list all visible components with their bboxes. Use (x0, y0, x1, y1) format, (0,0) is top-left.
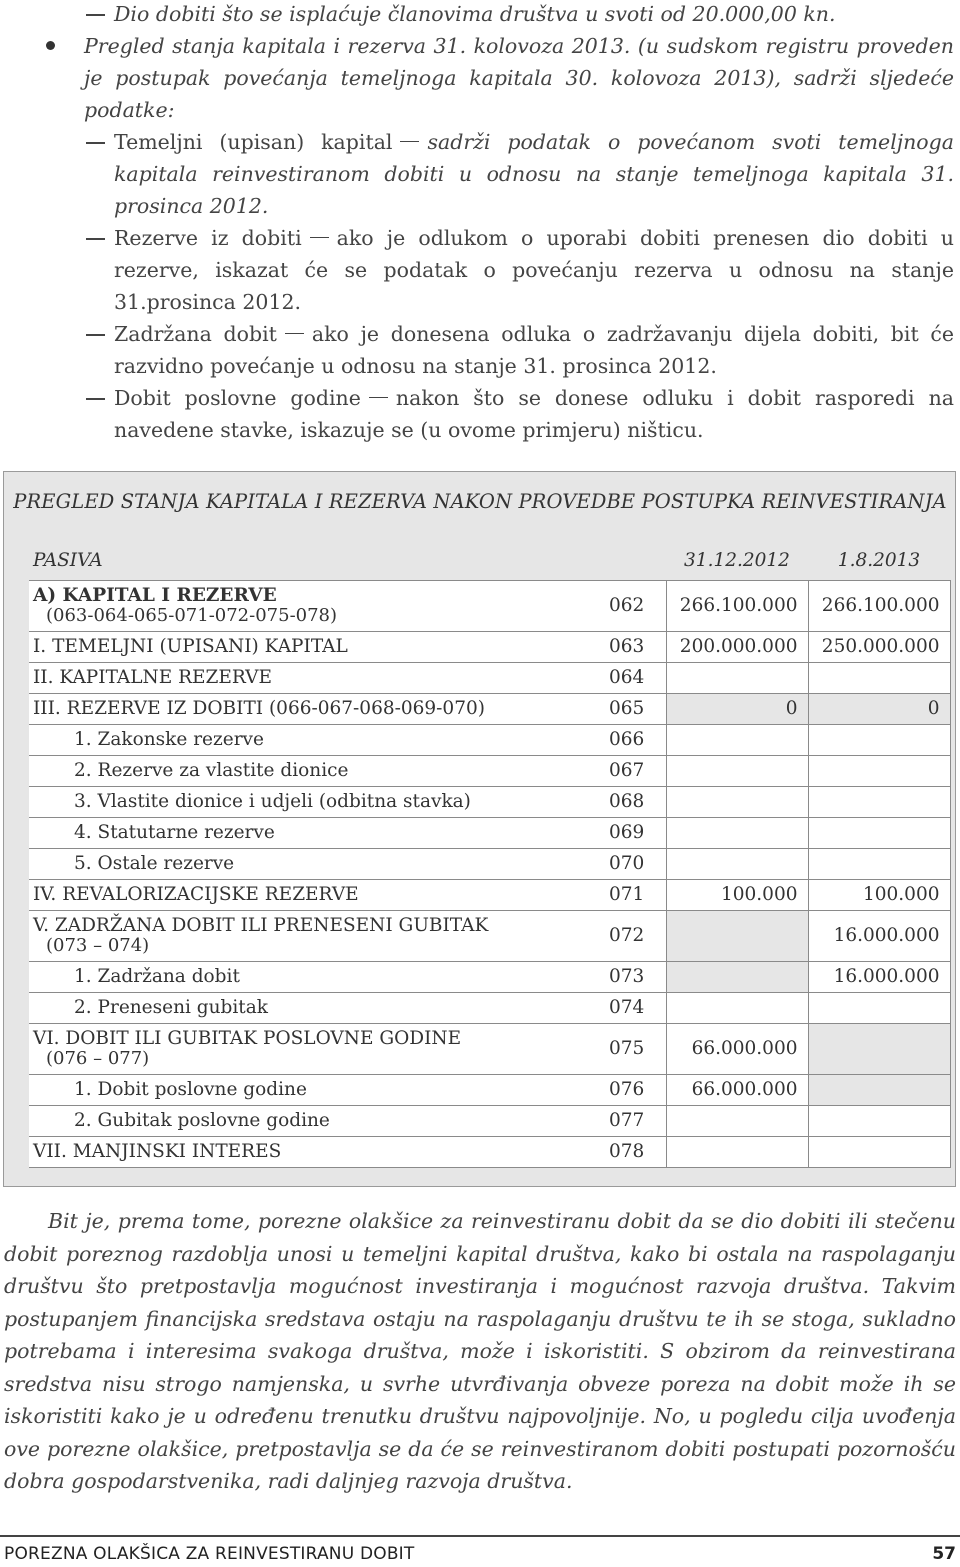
row-label-sub: (063-064-065-071-072-075-078) (46, 605, 338, 626)
item-description: ako je odlukom o uporabi dobiti prenesen dio dobiti u rezerve, iskazat će se podatak o povećanju rezerva u odnosu na stanje 31.prosinca 2012. (114, 226, 954, 314)
header-col-2013: 1.8.2013 (808, 542, 950, 581)
value-2013 (808, 1075, 950, 1106)
row-label (29, 756, 601, 787)
dash-icon (86, 0, 106, 30)
dash-icon (369, 397, 388, 399)
row-code: 076 (601, 1075, 666, 1106)
value-2012: 0 (666, 694, 808, 725)
page-footer (0, 1544, 960, 1566)
table-row (29, 1075, 950, 1106)
value-2012: 66.000.000 (666, 1075, 808, 1106)
row-code: 070 (601, 849, 666, 880)
row-code: 074 (601, 993, 666, 1024)
row-code: 077 (601, 1106, 666, 1137)
value-2012 (666, 787, 808, 818)
row-label-text: 5. Ostale rezerve (74, 853, 235, 874)
item-description: sadrži podatak o povećanom svoti temeljnoga kapitala reinvestiranom dobiti u odnosu na stanje temeljnoga kapitala 31. prosinca 2012. (114, 130, 954, 218)
row-code: 062 (601, 581, 666, 632)
table-row (29, 1024, 950, 1075)
header-code (601, 542, 666, 581)
table-row (29, 581, 950, 632)
page-number: 57 (932, 1544, 956, 1564)
table-row (29, 725, 950, 756)
row-label (29, 787, 601, 818)
row-code: 065 (601, 694, 666, 725)
row-label-text: 3. Vlastite dionice i udjeli (odbitna stavka) (74, 791, 471, 812)
table-row (29, 756, 950, 787)
value-2012 (666, 725, 808, 756)
table-row (29, 663, 950, 694)
list-item (0, 126, 960, 222)
value-2013 (808, 663, 950, 694)
row-label (29, 818, 601, 849)
row-label (29, 1106, 601, 1137)
row-label (29, 632, 601, 663)
table-row (29, 632, 950, 663)
value-2013 (808, 725, 950, 756)
row-label (29, 993, 601, 1024)
dash-icon (86, 126, 106, 158)
row-label (29, 880, 601, 911)
item-term: Rezerve iz dobiti (114, 226, 302, 250)
row-label-text: 4. Statutarne rezerve (74, 822, 275, 843)
item-term: Zadržana dobit (114, 322, 277, 346)
dash-icon (285, 333, 304, 335)
row-code: 067 (601, 756, 666, 787)
table-row (29, 993, 950, 1024)
list-item (0, 0, 960, 30)
table-row (29, 787, 950, 818)
dash-icon (86, 318, 106, 350)
body-paragraph: Bit je, prema tome, porezne olakšice za reinvestiranu dobit da se dio dobiti ili stečenu dobit poreznog razdoblja unosi u temeljni kapital društva, kako bi ostala na raspolaganju društvu što pretpostavlja mogućnost investiranja i mogućnost razvoja društva. Takvim postupanjem financijska sredstava ostaju na raspolaganju društvu te ih se stoga, sukladno potrebama i interesima svakoga društva, može i iskoristiti. S obzirom da reinvestirana sredstva nisu strogo namjenska, u svrhe utvrđivanja obveze poreza na dobit može ih se iskoristiti kako je u određenu trenutku društvu najpovoljnije. No, u pogledu cilja uvođenja ove porezne olakšice, pretpostavlja se da će se reinvestiranom dobiti postupati pozornošću dobra gospodarstvenika, radi daljnjeg razvoja društva. (4, 1209, 956, 1493)
footer-title: POREZNA OLAKŠICA ZA REINVESTIRANU DOBIT (4, 1544, 415, 1564)
item-term: Dobit poslovne godine (114, 386, 361, 410)
value-2012: 200.000.000 (666, 632, 808, 663)
value-2012 (666, 962, 808, 993)
row-label-text: 1. Zakonske rezerve (74, 729, 264, 750)
row-label-text: 2. Preneseni gubitak (74, 997, 268, 1018)
item-term: Temeljni (upisan) kapital (114, 130, 393, 154)
value-2012 (666, 756, 808, 787)
header-label: PASIVA (29, 542, 601, 581)
footer-divider (0, 1535, 960, 1537)
value-2012 (666, 818, 808, 849)
row-label-text: VI. DOBIT ILI GUBITAK POSLOVNE GODINE (33, 1028, 462, 1049)
list-item-text (114, 222, 954, 318)
value-2013: 100.000 (808, 880, 950, 911)
value-2013: 266.100.000 (808, 581, 950, 632)
dash-icon (400, 141, 419, 143)
value-2013 (808, 756, 950, 787)
list-item (0, 222, 960, 318)
table-row (29, 962, 950, 993)
row-label (29, 911, 601, 962)
row-code: 072 (601, 911, 666, 962)
table-title: PREGLED STANJA KAPITALA I REZERVA NAKON PROVEDBE POSTUPKA REINVESTIRANJA (13, 490, 947, 513)
value-2013 (808, 787, 950, 818)
list-item-text (114, 382, 954, 446)
row-label-text: II. KAPITALNE REZERVE (33, 667, 273, 688)
table-row (29, 911, 950, 962)
bullet-item (0, 30, 960, 126)
row-label-sub: (076 – 077) (46, 1048, 150, 1069)
intro-section (0, 0, 960, 446)
table-row (29, 1137, 950, 1168)
row-label-text: 1. Zadržana dobit (74, 966, 240, 987)
item-description: nakon što se donese odluku i dobit rasporedi na navedene stavke, iskazuje se (u ovome primjeru) ništicu. (114, 386, 955, 442)
row-label (29, 1137, 601, 1168)
value-2013 (808, 1024, 950, 1075)
dash-icon (86, 382, 106, 414)
value-2013 (808, 1106, 950, 1137)
value-2012 (666, 911, 808, 962)
list-item-text (114, 318, 954, 382)
value-2013: 250.000.000 (808, 632, 950, 663)
table-row (29, 880, 950, 911)
row-label-text: 1. Dobit poslovne godine (74, 1079, 307, 1100)
row-code: 073 (601, 962, 666, 993)
table-row (29, 1106, 950, 1137)
value-2013 (808, 818, 950, 849)
dash-icon (310, 237, 329, 239)
dash-icon (86, 222, 106, 254)
row-code: 064 (601, 663, 666, 694)
row-code: 078 (601, 1137, 666, 1168)
row-label-text: A) KAPITAL I REZERVE (33, 585, 277, 606)
row-label-text: I. TEMELJNI (UPISANI) KAPITAL (33, 636, 348, 657)
balance-table (29, 542, 951, 1168)
value-2012 (666, 993, 808, 1024)
value-2013 (808, 849, 950, 880)
item-description: ako je donesena odluka o zadržavanju dijela dobiti, bit će razvidno povećanje u odnosu na stanje 31. prosinca 2012. (114, 322, 955, 378)
row-label (29, 1024, 601, 1075)
row-code: 066 (601, 725, 666, 756)
bullet-icon (46, 30, 56, 62)
row-label-text: V. ZADRŽANA DOBIT ILI PRENESENI GUBITAK (33, 915, 489, 936)
row-code: 063 (601, 632, 666, 663)
row-label (29, 849, 601, 880)
bullet-item-text: Pregled stanja kapitala i rezerva 31. kolovoza 2013. (u sudskom registru proveden je postupak povećanja temeljnoga kapitala 30. kolovoza 2013), sadrži sljedeće podatke: (84, 34, 954, 122)
table-header-row (29, 542, 950, 581)
list-item-text (114, 126, 954, 222)
row-label (29, 694, 601, 725)
row-label-text: VII. MANJINSKI INTERES (33, 1141, 282, 1162)
value-2012: 66.000.000 (666, 1024, 808, 1075)
row-code: 075 (601, 1024, 666, 1075)
value-2012: 266.100.000 (666, 581, 808, 632)
value-2013: 16.000.000 (808, 911, 950, 962)
value-2012 (666, 1137, 808, 1168)
row-label (29, 725, 601, 756)
row-label (29, 1075, 601, 1106)
value-2013 (808, 993, 950, 1024)
value-2012 (666, 1106, 808, 1137)
row-label (29, 962, 601, 993)
table-row (29, 694, 950, 725)
value-2013: 16.000.000 (808, 962, 950, 993)
row-label-sub: (073 – 074) (46, 935, 150, 956)
list-item-text: Dio dobiti što se isplaćuje članovima društva u svoti od 20.000,00 kn. (114, 2, 836, 26)
row-label-text: 2. Rezerve za vlastite dionice (74, 760, 349, 781)
row-code: 068 (601, 787, 666, 818)
row-label-text: IV. REVALORIZACIJSKE REZERVE (33, 884, 359, 905)
table-row (29, 818, 950, 849)
value-2013: 0 (808, 694, 950, 725)
row-code: 069 (601, 818, 666, 849)
value-2013 (808, 1137, 950, 1168)
table-row (29, 849, 950, 880)
value-2012 (666, 663, 808, 694)
list-item (0, 318, 960, 382)
value-2012 (666, 849, 808, 880)
row-label-text: 2. Gubitak poslovne godine (74, 1110, 330, 1131)
row-label-text: III. REZERVE IZ DOBITI (066-067-068-069-070) (33, 698, 485, 719)
header-col-2012: 31.12.2012 (666, 542, 808, 581)
row-label (29, 663, 601, 694)
value-2012: 100.000 (666, 880, 808, 911)
list-item (0, 382, 960, 446)
row-code: 071 (601, 880, 666, 911)
row-label (29, 581, 601, 632)
